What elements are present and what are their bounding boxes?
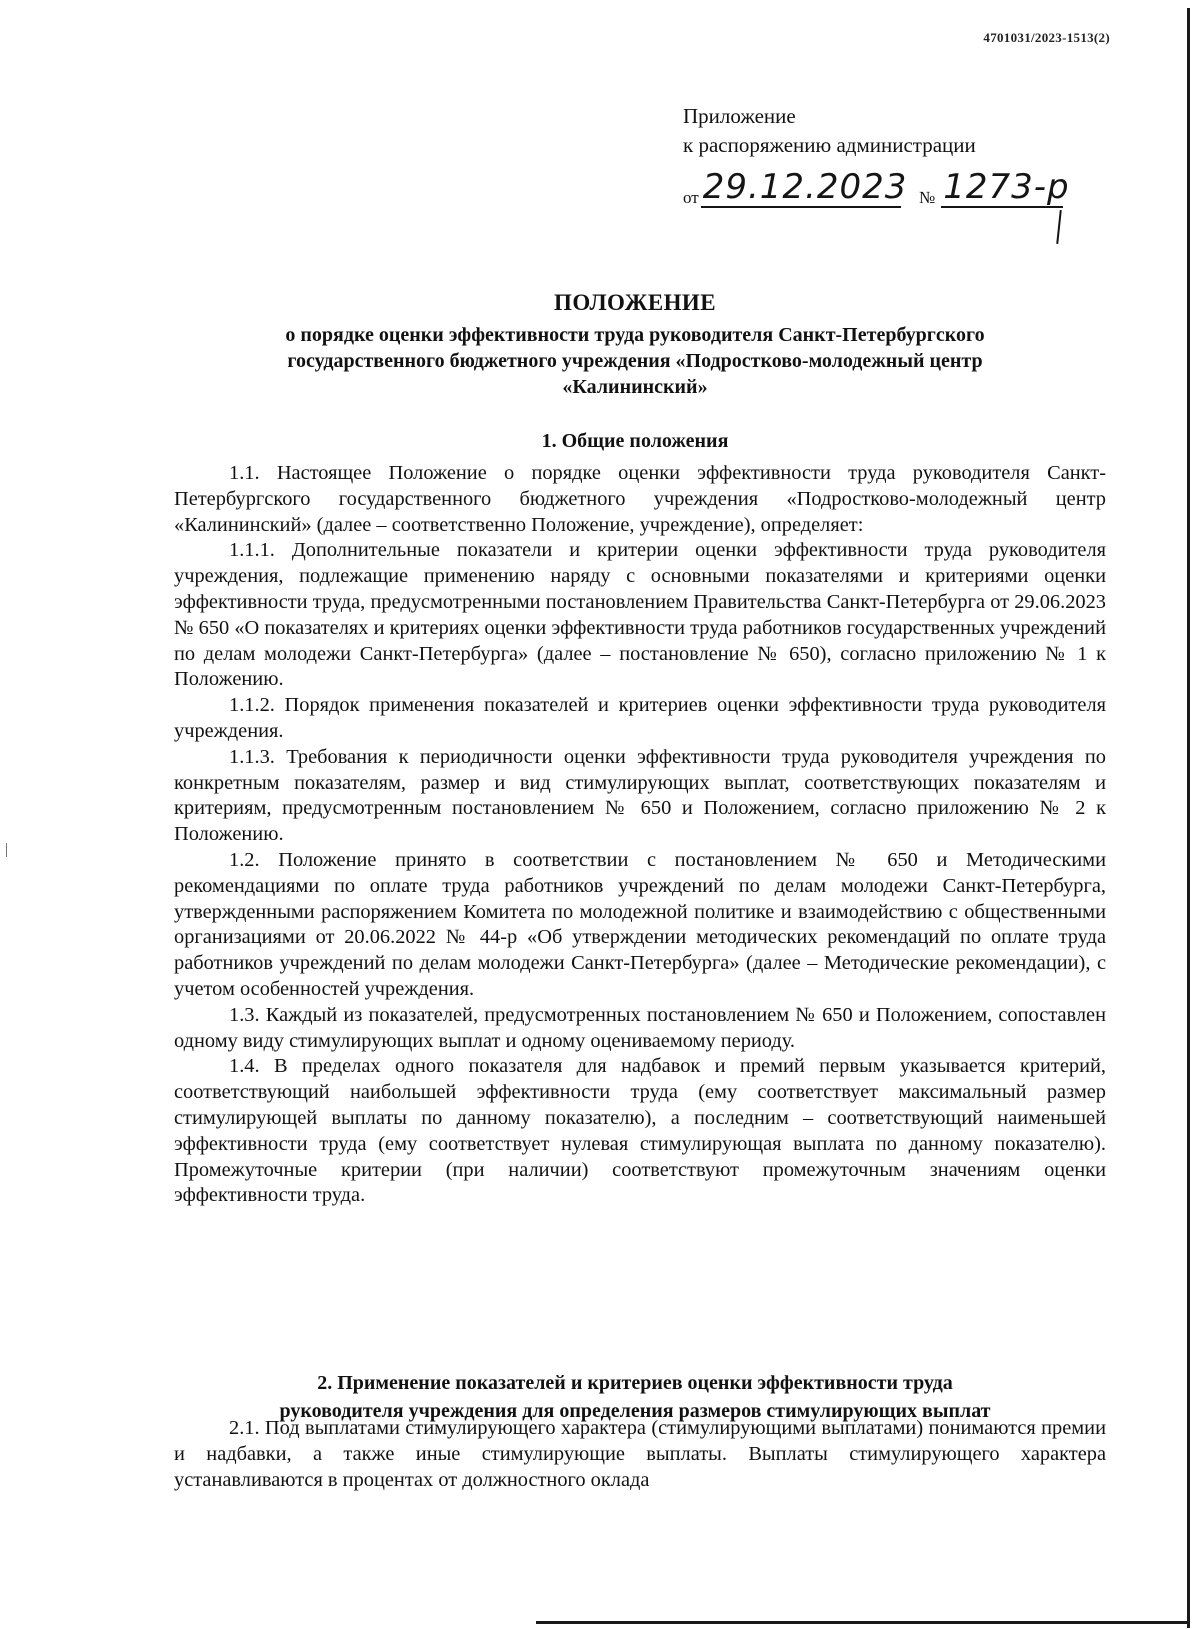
subtitle-line: о порядке оценки эффективности труда руководителя Санкт-Петербургского <box>285 324 985 346</box>
document-id: 4701031/2023-1513(2) <box>983 30 1110 45</box>
paragraph: 1.1.1. Дополнительные показатели и критерии оценки эффективности труда руководителя учреждения, подлежащие применению наряду с основными показателями и критериями оценки эффективности труда, предусмотренными постановлением Правительства Санкт-Петербурга от 29.06.2023 № 650 «О показателях и критериях оценки эффективности труда работников государственных учреждений по делам молодежи Санкт-Петербурга» (далее – постановление № 650), согласно приложению № 1 к Положению. <box>174 539 1106 691</box>
handwritten-date: 29.12.2023 <box>702 167 908 207</box>
paragraph: 1.1.2. Порядок применения показателей и критериев оценки эффективности труда руководителя учреждения. <box>174 694 1106 742</box>
paragraph: 2.1. Под выплатами стимулирующего характера (стимулирующими выплатами) понимаются премии и надбавки, а также иные стимулирующие выплаты. Выплаты стимулирующего характера устанавливаются в процентах от должностного оклада <box>174 1417 1106 1491</box>
subtitle-line: государственного бюджетного учреждения «Подростково-молодежный центр <box>287 350 983 372</box>
document-title: ПОЛОЖЕНИЕ <box>554 290 716 315</box>
section-heading-line: руководителя учреждения для определения размеров стимулирующих выплат <box>279 1400 991 1422</box>
paragraph: 1.3. Каждый из показателей, предусмотренных постановлением № 650 и Положением, сопоставлен одному виду стимулирующих выплат и одному оцениваемому периоду. <box>174 1003 1106 1052</box>
annex-block <box>683 102 976 160</box>
paragraph: 1.1. Настоящее Положение о порядке оценки эффективности труда руководителя Санкт-Петербургского государственного бюджетного учреждения «Подростково-молодежный центр «Калининский» (далее – соответственно Положение, учреждение), определяет: <box>174 462 1106 536</box>
paragraph: 1.2. Положение принято в соответствии с постановлением № 650 и Методическими рекомендациями по оплате труда работников учреждений по делам молодежи Санкт-Петербурга, утвержденными распоряжением Комитета по молодежной политике и взаимодействию с общественными организациями от 20.06.2022 № 44-р «Об утверждении методических рекомендаций по оплате труда работников учреждений по делам молодежи Санкт-Петербурга» (далее – Методические рекомендации), с учетом особенностей учреждения. <box>174 848 1106 1000</box>
date-label: от <box>683 188 699 207</box>
order-reference-row <box>683 167 1070 224</box>
paragraph: 1.1.3. Требования к периодичности оценки эффективности труда руководителя учреждения по конкретным показателям, размер и вид стимулирующих выплат, соответствующих показателям и критериям, предусмотренным постановлением № 650 и Положением, согласно приложению № 2 к Положению. <box>174 745 1106 846</box>
annex-label: Приложение <box>683 104 796 128</box>
section-heading: 1. Общие положения <box>541 430 729 452</box>
number-label: № <box>918 188 936 207</box>
section-body <box>174 1416 1106 1493</box>
annex-reference: к распоряжению администрации <box>683 133 976 157</box>
scan-margin-mark <box>6 843 7 857</box>
page-edge-line <box>1187 8 1190 1628</box>
handwritten-number: 1273-р <box>943 167 1070 207</box>
subtitle-line: «Калининский» <box>562 376 708 398</box>
paragraph: 1.4. В пределах одного показателя для надбавок и премий первым указывается критерий, соответствующий наибольшей эффективности труда (ему соответствует максимальный размер стимулирующей выплаты по данному показателю), а последним – соответствующий наименьшей эффективности труда (ему соответствует нулевая стимулирующая выплата по данному показателю). Промежуточные критерии (при наличии) соответствуют промежуточным значениям оценки эффективности труда. <box>174 1055 1106 1207</box>
section-body <box>174 461 1106 1209</box>
page-bottom-line <box>536 1621 1188 1624</box>
document-subtitle <box>150 322 1120 400</box>
section-heading-line: 2. Применение показателей и критериев оценки эффективности труда <box>317 1372 953 1394</box>
